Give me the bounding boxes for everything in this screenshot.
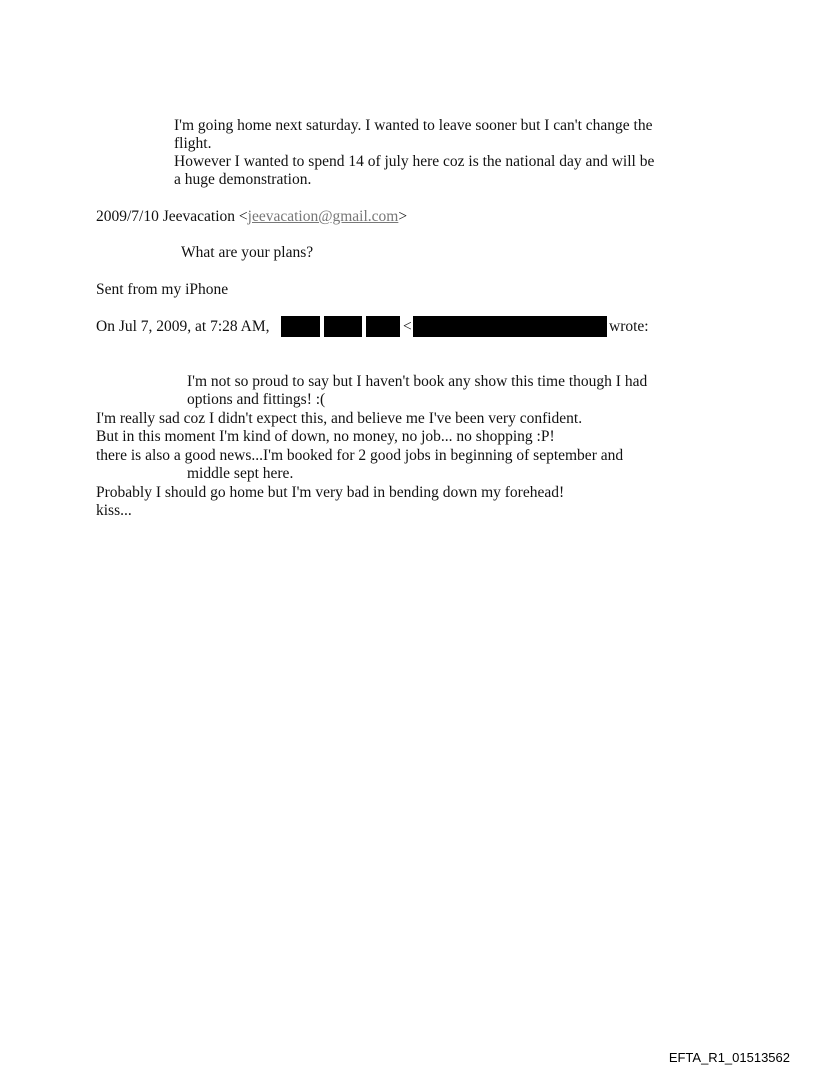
message-line: But in this moment I'm kind of down, no money, no job... no shopping :P! xyxy=(96,428,555,445)
message-line: Probably I should go home but I'm very bad in bending down my forehead! xyxy=(96,484,565,501)
message-line: middle sept here. xyxy=(187,465,294,482)
message-line: I'm not so proud to say but I haven't book any show this time though I had xyxy=(187,373,648,390)
quoted-reply-line: a huge demonstration. xyxy=(174,171,312,188)
quoted-reply-line: flight. xyxy=(174,135,212,152)
redaction-bar xyxy=(281,316,320,337)
reply-header xyxy=(96,208,407,226)
reply-header-date-sender: 2009/7/10 Jeevacation xyxy=(96,208,239,225)
original-header-prefix: On Jul 7, 2009, at 7:28 AM, xyxy=(96,318,270,335)
message-line: I'm really sad coz I didn't expect this, and believe me I've been very confident. xyxy=(96,410,583,427)
reply-header-lt: < xyxy=(238,208,248,225)
message-line: there is also a good news...I'm booked for 2 good jobs in beginning of september and xyxy=(96,447,624,464)
message-line: kiss... xyxy=(96,502,132,519)
message-line: options and fittings! :( xyxy=(187,391,326,408)
quoted-reply-line: However I wanted to spend 14 of july here coz is the national day and will be xyxy=(174,153,655,170)
signature-text: Sent from my iPhone xyxy=(96,281,229,298)
question-text: What are your plans? xyxy=(181,244,314,261)
redaction-bar xyxy=(413,316,607,337)
redaction-bar xyxy=(324,316,362,337)
sender-email-link[interactable]: jeevacation@gmail.com xyxy=(247,208,399,225)
original-header-suffix: wrote: xyxy=(609,318,649,335)
reply-header-gt: > xyxy=(398,208,408,225)
original-header-lt: < xyxy=(403,318,412,335)
redaction-bar xyxy=(366,316,400,337)
document-id: EFTA_R1_01513562 xyxy=(668,1050,790,1065)
quoted-reply-line: I'm going home next saturday. I wanted to leave sooner but I can't change the xyxy=(174,117,653,134)
